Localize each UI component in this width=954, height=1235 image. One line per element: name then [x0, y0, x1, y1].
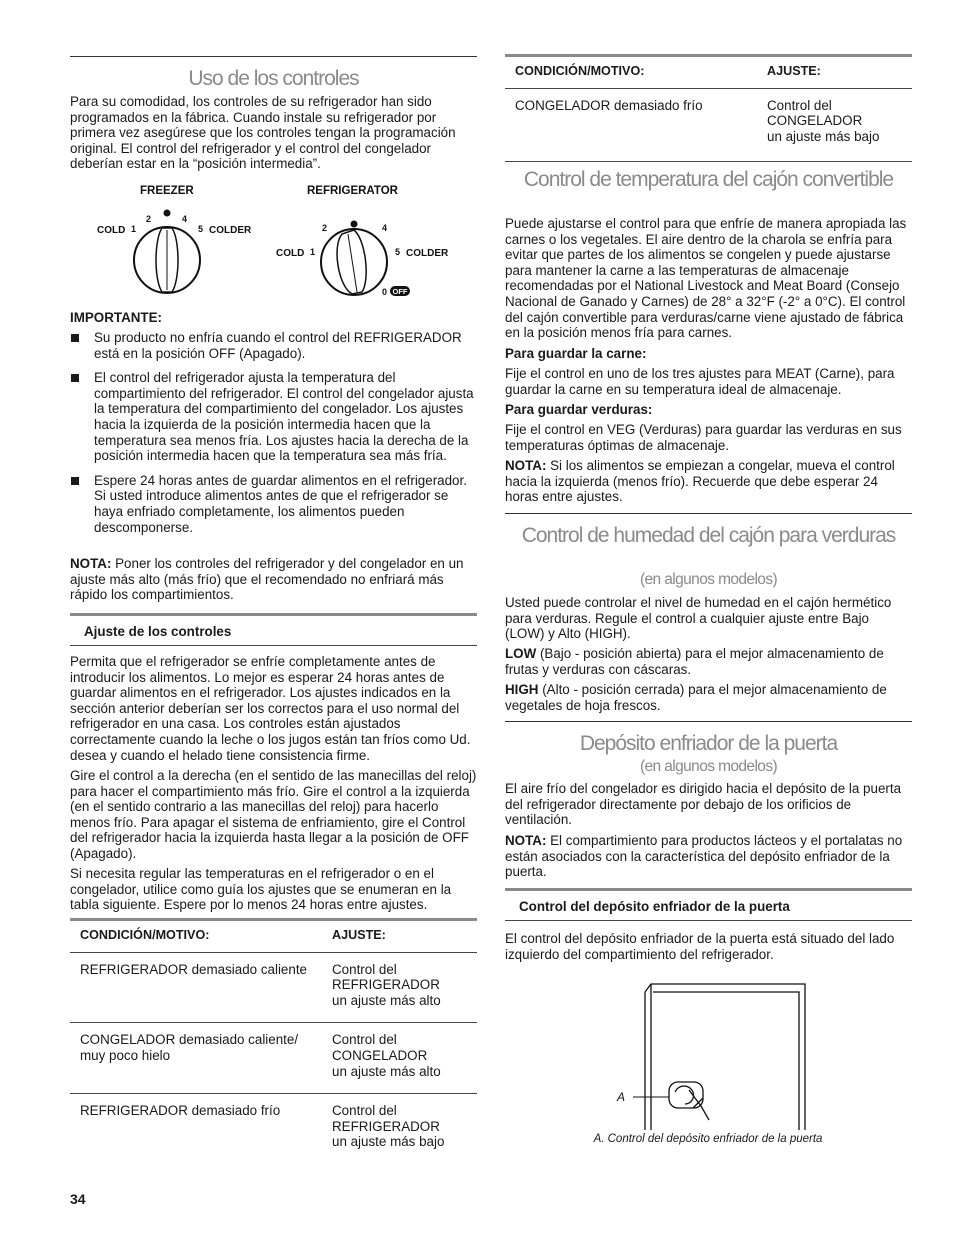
freezer-label: FREEZER — [140, 185, 194, 197]
ajuste-paragraph-3: Si necesita regular las temperaturas en el refrigerador o en el congelador, utilice como guía los ajustes que se enumeran en la tabla siguiente. Espere por lo menos 24 horas entre ajustes. — [70, 866, 452, 913]
callout-label-a: A — [617, 1090, 626, 1104]
section-title-uso-controles: Uso de los controles — [188, 67, 359, 90]
important-label: IMPORTANTE: — [70, 310, 162, 325]
top-rule-left — [70, 56, 477, 57]
convertible-nota: NOTA: Si los alimentos se empiezan a congelar, mueva el control hacia la izquierda (menos frío). Recuerde que debe esperar 24 horas entre ajustes. — [505, 458, 895, 505]
carne-label: Para guardar la carne: — [505, 346, 647, 361]
carne-paragraph: Fije el control en uno de los tres ajustes para MEAT (Carne), para guardar la carne en su temperatura ideal de almacenaje. — [505, 366, 895, 397]
freezer-n1: 1 — [131, 224, 137, 234]
table-header-setting: AJUSTE: — [322, 920, 477, 953]
table-header-condition: CONDICIÓN/MOTIVO: — [70, 920, 322, 953]
convertible-paragraph: Puede ajustarse el control para que enfríe de manera apropiada las carnes o los vegetales. El aire dentro de la charola se enfría para evitar que partes de los alimentos se congelen y puede ajustarse para mantener la carne a las temperaturas de almacenaje recomendadas por el National Livestock and Meat Board (Consejo Nacional de Ganado y Carnes) de 28° a 32°F (-2° a 0°C). El control del cajón convertible para verduras/carne viene ajustado de fábrica en la posición menos fría para carnes. — [505, 216, 907, 341]
verduras-paragraph: Fije el control en VEG (Verduras) para guardar las verduras en sus temperaturas óptimas de almacenaje. — [505, 422, 902, 453]
subsection-ajuste-controles: Ajuste de los controles — [70, 613, 477, 648]
refrigerator-n1: 1 — [310, 247, 316, 257]
subsection-rule — [505, 920, 912, 921]
humedad-paragraph: Usted puede controlar el nivel de humedad en el cajón hermético para verduras. Regule el control a cualquier ajuste entre Bajo (LOW) y Alto (HIGH). — [505, 595, 892, 642]
refrigerator-colder: COLDER — [406, 248, 449, 259]
door-illustration-svg — [605, 980, 815, 1130]
refrigerator-dial — [321, 221, 387, 296]
bullet-square-icon — [71, 477, 79, 485]
refrigerator-n2: 2 — [322, 223, 328, 233]
section-title-humedad: Control de humedad del cajón para verduras — [521, 524, 896, 547]
door-figure — [605, 980, 815, 1130]
deposito-nota: NOTA: El compartimiento para productos lácteos y el portalatas no están asociados con la característica del depósito enfriador de la puerta. — [505, 833, 903, 880]
table-row: REFRIGERADOR demasiado caliente Control del REFRIGERADOR un ajuste más alto — [70, 952, 477, 1023]
section-rule — [505, 721, 912, 722]
ajuste-paragraph-2: Gire el control a la derecha (en el sentido de las manecillas del reloj) para hacer el compartimiento más frío. Gire el control a la izquierda (en el sentido contrario a las manecillas del reloj) para hacerlo menos frío. Para apagar el sistema de enfriamiento, gire el Control del refrigerador hacia la izquierda hasta llegar a la posición de OFF (Apagado). — [70, 768, 477, 861]
subsection-rule — [70, 645, 477, 646]
section-rule — [505, 513, 912, 514]
bullet-square-icon — [71, 374, 79, 382]
humedad-subtitle: (en algunos modelos) — [639, 571, 778, 588]
section-title-cajon-convertible: Control de temperatura del cajón convertible — [523, 168, 894, 191]
list-item: El control del refrigerador ajusta la temperatura del compartimiento del refrigerador. El control del congelador ajusta la temperatura del compartimiento del congelador. Los ajustes hacia la izquierda de la posición intermedia hacen que la temperatura sea menos fría. Los ajustes hacia la derecha de la posición intermedia hacen que la temperatura sea más fría. — [70, 370, 477, 464]
deposito-subtitle: (en algunos modelos) — [639, 758, 778, 775]
freezer-n4: 4 — [182, 214, 188, 224]
table-header-setting: AJUSTE: — [757, 56, 912, 89]
page-number: 34 — [70, 1191, 86, 1207]
figure-caption: A. Control del depósito enfriador de la puerta — [593, 1133, 823, 1145]
important-list — [70, 330, 477, 544]
table-row: CONGELADOR demasiado caliente/ muy poco hielo Control del CONGELADOR un ajuste más alto — [70, 1023, 477, 1094]
refrigerator-n0: 0 — [382, 287, 388, 297]
refrigerator-cold: COLD — [276, 248, 305, 259]
table-header-condition: CONDICIÓN/MOTIVO: — [505, 56, 757, 89]
freezer-cold: COLD — [97, 225, 126, 236]
nota-paragraph: NOTA: Poner los controles del refrigerador y del congelador en un ajuste más alto (más frío) que el recomendado no enfriará más rápido los compartimientos. — [70, 556, 464, 603]
settings-table-right — [505, 54, 912, 162]
section-title-deposito: Depósito enfriador de la puerta — [579, 732, 838, 755]
refrigerator-n4: 4 — [382, 223, 388, 233]
ajuste-paragraph-1: Permita que el refrigerador se enfríe completamente antes de introducir los alimentos. Lo mejor es esperar 24 horas antes de guardar alimentos en el refrigerador. Los ajustes indicados en la sección anterior deberían ser los correctos para el uso normal del refrigerador en una casa. Los controles están ajustados correctamente cuando la leche o los jugos están tan fríos como Ud. desea y cuando el helado tiene consistencia firme. — [70, 654, 471, 763]
list-item: Espere 24 horas antes de guardar alimentos en el refrigerador. Si usted introduce alimentos antes de que el refrigerador se haya enfriado completamente, los alimentos pueden descomponerse. — [70, 473, 477, 535]
settings-table-left — [70, 918, 477, 1164]
off-label: OFF — [392, 287, 408, 296]
humedad-high: HIGH (Alto - posición cerrada) para el mejor almacenamiento de vegetales de hoja frescos. — [505, 682, 887, 713]
freezer-n5: 5 — [198, 224, 204, 234]
refrigerator-n5: 5 — [395, 247, 401, 257]
humedad-low: LOW (Bajo - posición abierta) para el mejor almacenamiento de frutas y verduras con cáscaras. — [505, 646, 884, 677]
list-item: Su producto no enfría cuando el control del REFRIGERADOR está en la posición OFF (Apagado). — [70, 330, 477, 361]
bullet-square-icon — [71, 334, 79, 342]
dials-illustration — [70, 180, 477, 310]
intro-paragraph: Para su comodidad, los controles de su refrigerador han sido programados en la fábrica. Cuando instale su refrigerador por primera vez asegúrese que los controles tengan la programación original. El control del refrigerador y el control del congelador deberían estar en la “posición intermedia”. — [70, 94, 456, 172]
dials-svg — [70, 180, 477, 310]
deposito-paragraph: El aire frío del congelador es dirigido hacia el depósito de la puerta del refrigerador directamente por debajo de los orificios de ventilación. — [505, 781, 902, 828]
freezer-n2: 2 — [146, 214, 152, 224]
freezer-colder: COLDER — [209, 225, 252, 236]
deposito-control-paragraph: El control del depósito enfriador de la puerta está situado del lado izquierdo del compartimiento del refrigerador. — [505, 931, 895, 962]
subsection-control-deposito: Control del depósito enfriador de la puerta — [505, 888, 912, 923]
freezer-dial — [134, 210, 200, 294]
verduras-label: Para guardar verduras: — [505, 402, 653, 417]
table-row: CONGELADOR demasiado frío Control del CONGELADOR un ajuste más bajo — [505, 88, 912, 162]
off-badge — [390, 286, 410, 296]
refrigerator-label: REFRIGERATOR — [307, 185, 398, 197]
table-row: REFRIGERADOR demasiado frío Control del REFRIGERADOR un ajuste más bajo — [80, 1103, 445, 1150]
